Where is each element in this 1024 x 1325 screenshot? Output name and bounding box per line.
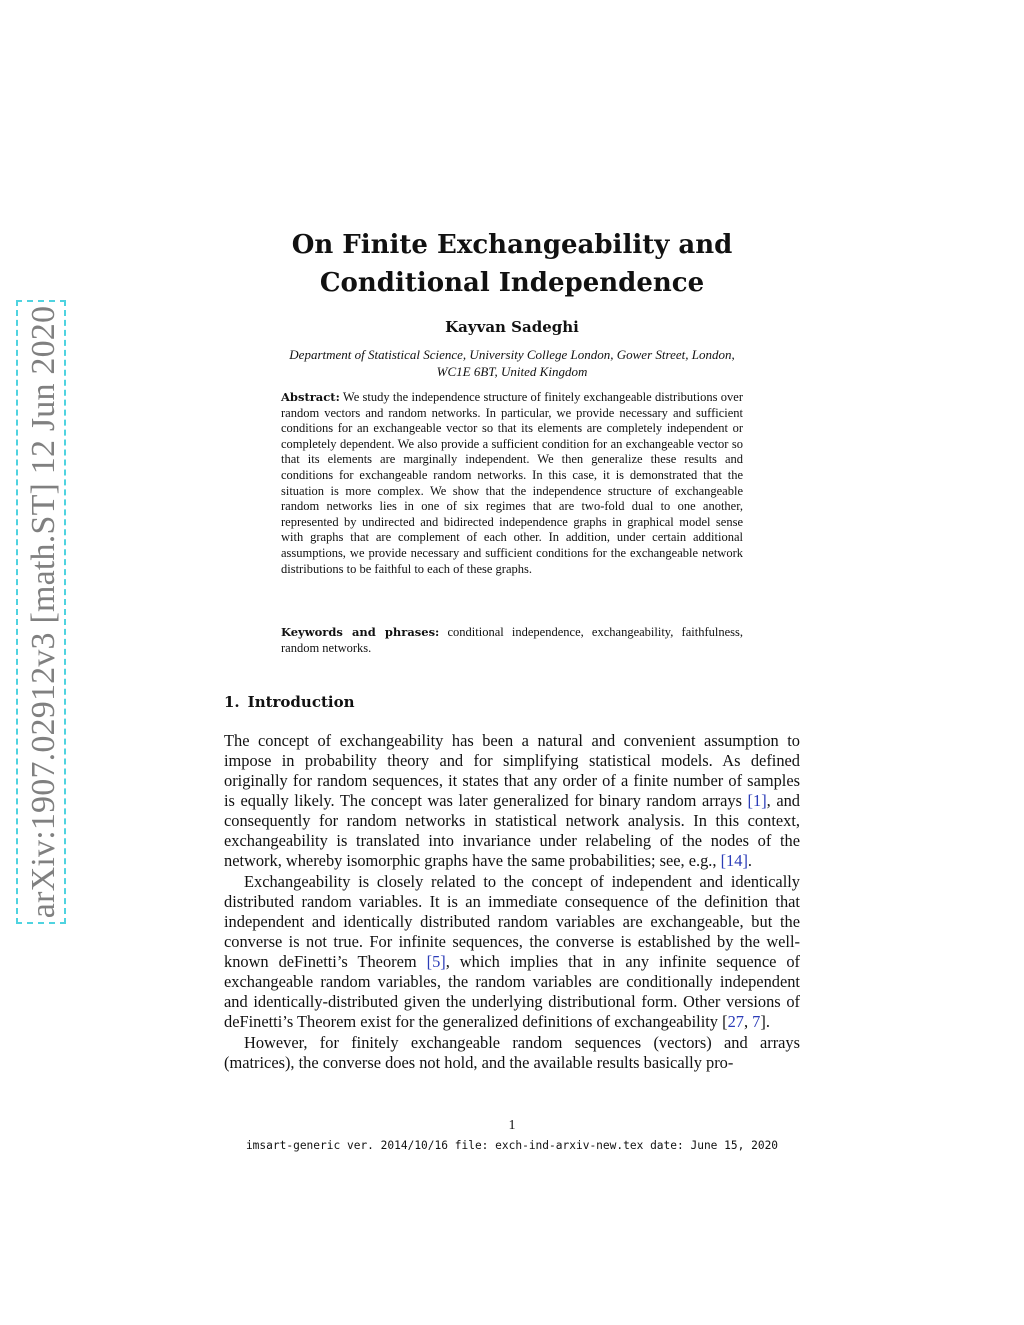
keywords bbox=[281, 625, 743, 656]
paragraph-text: The concept of exchangeability has been a natural and convenient assumption to impose in probability theory and for simplifying statistical models. As defined originally for random sequences, it states that any order of a finite number of samples is equally likely. The concept was later generalized for binary random arrays bbox=[224, 731, 800, 810]
introduction-body bbox=[224, 731, 800, 1073]
paragraph-text: ]. bbox=[760, 1012, 770, 1031]
paragraph-text: . bbox=[747, 851, 753, 870]
section-heading-introduction bbox=[224, 693, 355, 711]
author-name: Kayvan Sadeghi bbox=[445, 318, 579, 336]
section-number: 1. bbox=[224, 693, 240, 711]
paragraph-1 bbox=[224, 731, 800, 871]
paragraph-text: Exchangeability is closely related to the concept of independent and identically distributed random variables. It is an immediate consequence of the definition that independent and identically distributed random variables are exchangeable, but the converse is not true. For infinite sequences, the converse is established by the well-known deFinetti’s Theorem bbox=[224, 872, 800, 971]
paper-title bbox=[224, 226, 800, 302]
paragraph-text: , bbox=[743, 1012, 753, 1031]
keywords-text: conditional independence, exchangeability, faithfulness, random networks. bbox=[281, 625, 744, 655]
paragraph-text: , and consequently for random networks in statistical network analysis. In this context, exchangeability is translated into invariance under relabeling of the nodes of the network, whereby isomorphic graphs have the same probabilities; see, e.g., bbox=[224, 791, 800, 870]
paragraph-3 bbox=[224, 1033, 800, 1073]
citation-link[interactable]: 27 bbox=[727, 1012, 744, 1031]
title-line-2: Conditional Independence bbox=[319, 268, 705, 298]
abstract-text: We study the independence structure of finitely exchangeable distributions over random vectors and random networks. In particular, we provide necessary and sufficient conditions for an exchangeable vector so that its elements are completely independent or completely dependent. We also provide a sufficient condition for an exchangeable vector so that its elements are marginally independent. We then generalize these results and conditions for exchangeable random networks. In this case, it is demonstrated that the situation is more complex. We show that the independence structure of exchangeable random networks lies in one of six regimes that are two-fold dual to one another, represented by undirected and bidirected independence graphs in graphical model sense with graphs that are complement of each other. In addition, under certain additional assumptions, we provide necessary and sufficient conditions for the exchangeable network distributions to be faithful to each of these graphs. bbox=[281, 390, 743, 576]
author-affiliation bbox=[224, 346, 800, 380]
keywords-label: Keywords and phrases: bbox=[281, 625, 440, 639]
paragraph-2 bbox=[224, 872, 800, 1032]
section-title: Introduction bbox=[247, 693, 355, 711]
citation-link[interactable]: [1] bbox=[747, 791, 767, 810]
paragraph-text: However, for finitely exchangeable random sequences (vectors) and arrays (matrices), the converse does not hold, and the available results basically pro- bbox=[224, 1033, 800, 1072]
citation-link[interactable]: [5] bbox=[426, 952, 446, 971]
arxiv-identifier: arXiv:1907.02912v3 [math.ST] 12 Jun 2020 bbox=[25, 305, 62, 919]
page-footer: imsart-generic ver. 2014/10/16 file: exch-ind-arxiv-new.tex date: June 15, 2020 bbox=[245, 1139, 779, 1152]
title-line-1: On Finite Exchangeability and bbox=[291, 230, 733, 260]
affiliation-line-2: WC1E 6BT, United Kingdom bbox=[436, 364, 588, 379]
abstract bbox=[281, 390, 743, 577]
citation-link[interactable]: [14] bbox=[720, 851, 748, 870]
paragraph-text: , which implies that in any infinite sequence of exchangeable random variables, the random variables are conditionally independent and identically-distributed given the underlying distributional form. Other versions of deFinetti’s Theorem exist for the generalized definitions of exchangeability [ bbox=[224, 952, 800, 1031]
affiliation-line-1: Department of Statistical Science, University College London, Gower Street, London, bbox=[289, 347, 735, 362]
page-number: 1 bbox=[508, 1118, 516, 1133]
abstract-label: Abstract: bbox=[281, 390, 340, 404]
citation-link[interactable]: 7 bbox=[752, 1012, 761, 1031]
